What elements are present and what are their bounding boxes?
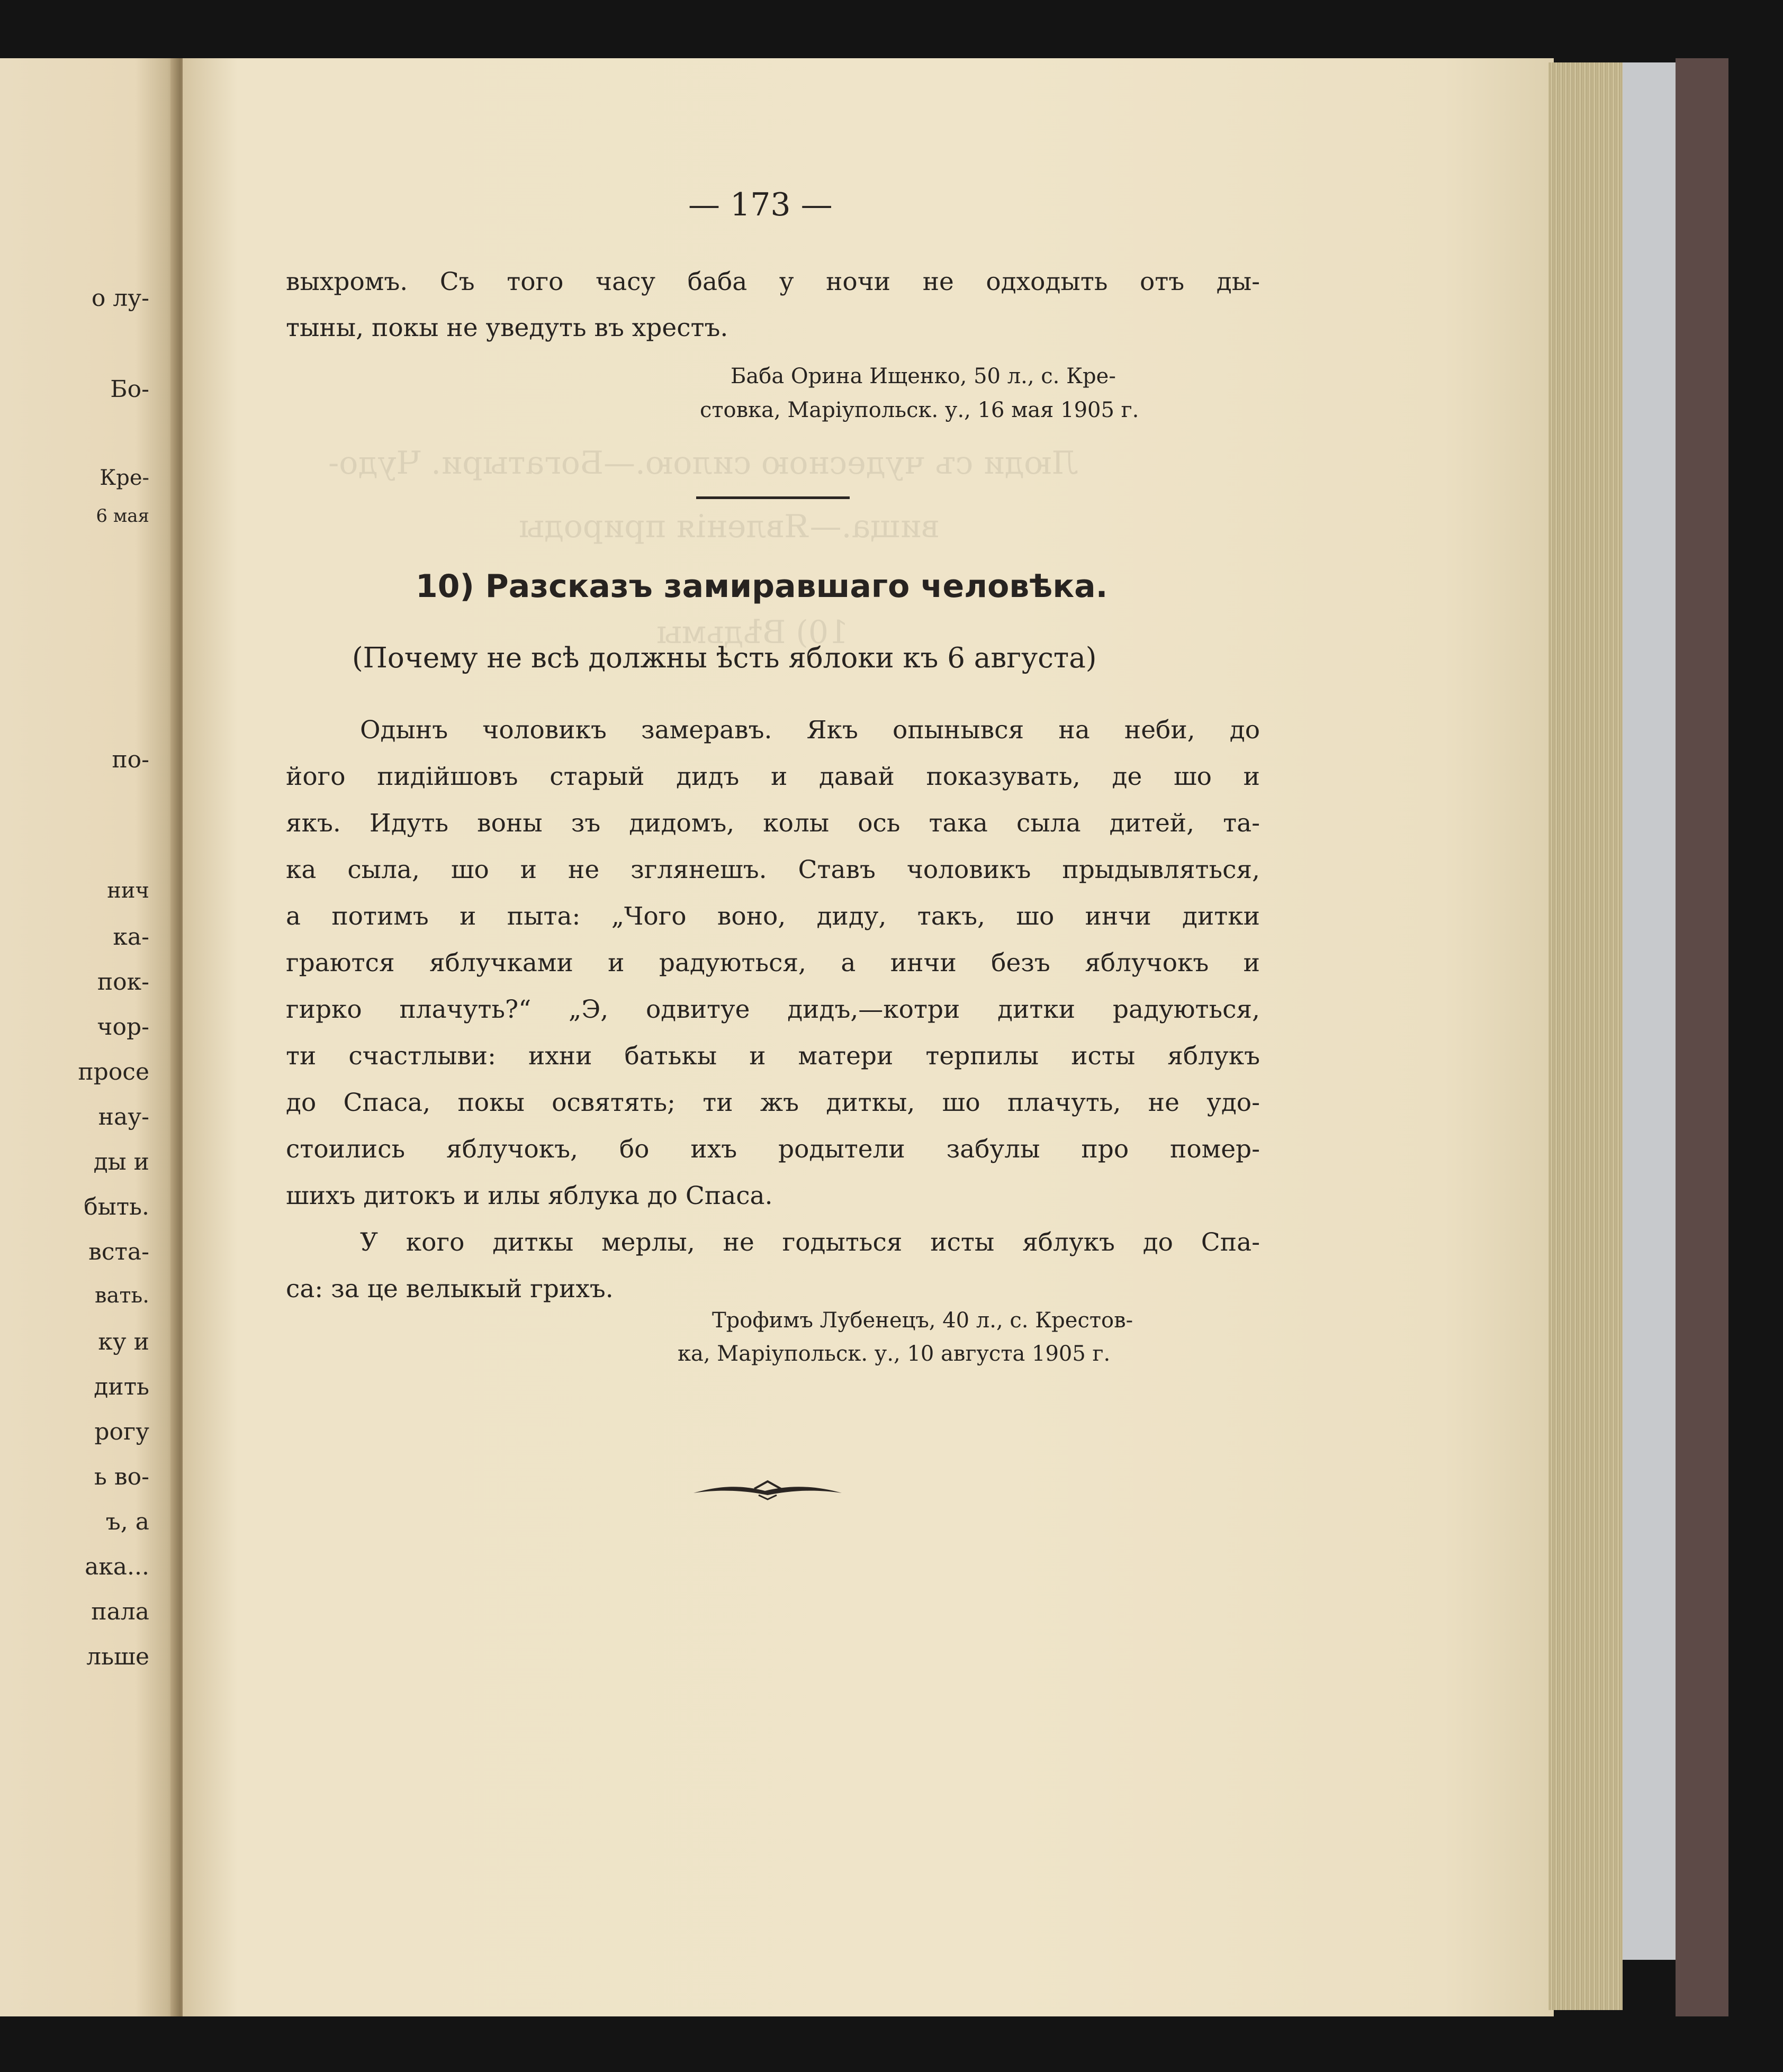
text-line: У кого диткы мерлы, не годыться исты яблукъ до Спа- — [360, 1228, 1260, 1257]
left-page — [0, 58, 180, 2016]
left-page-line: ъ, а — [105, 1508, 149, 1535]
left-page-line: ь во- — [94, 1463, 149, 1490]
text-line: выхромъ. Съ того часу баба у ночи не одходыть отъ ды- — [286, 267, 1260, 296]
text-line: якъ. Идуть воны зъ дидомъ, колы ось така сыла дитей, та- — [286, 809, 1260, 838]
text-line: до Спаса, покы освятять; ти жъ диткы, шо плачуть, не удо- — [286, 1088, 1260, 1117]
left-page-line: ка- — [113, 924, 149, 951]
left-page-line: Кре- — [100, 466, 149, 490]
text-line: ти счастлыви: ихни батькы и матери терпилы исты яблукъ — [286, 1042, 1260, 1071]
right-page — [183, 58, 1554, 2016]
cover-liner — [1623, 62, 1676, 1960]
text-line: його пидійшовъ старый дидъ и давай показувать, де шо и — [286, 762, 1260, 791]
left-page-line: по- — [112, 746, 149, 773]
bleed-through-line: Люди съ чудесною силою.—Богатыри. Чудо- — [328, 445, 1078, 482]
page-edges — [1548, 62, 1623, 2010]
left-page-line: чор- — [97, 1014, 149, 1040]
text-line: са: за це велыкый грихъ. — [286, 1274, 614, 1304]
bleed-through-line: вища.—Явленія природы — [519, 508, 939, 545]
left-page-line: пала — [91, 1598, 149, 1625]
left-page-line: вста- — [88, 1238, 149, 1265]
attribution-line: ка, Маріупольск. у., 10 августа 1905 г. — [678, 1342, 1111, 1366]
left-page-line: пок- — [97, 969, 149, 996]
page-number: — 173 — — [688, 186, 833, 223]
text-line: Одынъ чоловикъ замеравъ. Якъ опынывся на неби, до — [360, 716, 1260, 745]
left-page-line: нау- — [98, 1103, 149, 1130]
ornament-divider — [691, 1479, 844, 1500]
text-line: граются яблучками и радуються, а инчи безъ яблучокъ и — [286, 948, 1260, 978]
left-page-line: ды и — [93, 1148, 149, 1175]
left-page-line: просе — [78, 1058, 149, 1085]
left-page-line: быть. — [84, 1193, 149, 1220]
left-page-line: 6 мая — [96, 505, 149, 527]
left-page-line: ака... — [85, 1553, 149, 1580]
left-page-line: вать. — [95, 1283, 149, 1308]
text-line: гирко плачуть?“ „Э, одвитуе дидъ,—котри дитки радуються, — [286, 995, 1260, 1024]
text-line: стоились яблучокъ, бо ихъ родытели забулы про помер- — [286, 1135, 1260, 1164]
left-page-line: о лу- — [91, 285, 149, 312]
left-page-line: льше — [86, 1643, 149, 1670]
attribution-line: стовка, Маріупольск. у., 16 мая 1905 г. — [700, 398, 1139, 422]
attribution-line: Баба Орина Ищенко, 50 л., с. Кре- — [731, 364, 1116, 388]
attribution-line: Трофимъ Лубенецъ, 40 л., с. Крестов- — [712, 1308, 1133, 1333]
left-page-line: нич — [107, 879, 149, 903]
left-page-line: дить — [94, 1373, 149, 1400]
text-line: тыны, покы не уведуть въ хрестъ. — [286, 313, 728, 342]
text-line: а потимъ и пыта: „Чого воно, диду, такъ, шо инчи дитки — [286, 902, 1260, 931]
text-line: ка сыла, шо и не зглянешъ. Ставъ чоловикъ прыдывлятьcя, — [286, 855, 1260, 884]
left-page-line: рогу — [94, 1418, 149, 1445]
bleed-through-line: 10) Вѣдьмы — [656, 614, 849, 651]
text-line: шихъ дитокъ и илы яблука до Спаса. — [286, 1181, 773, 1210]
section-divider — [696, 496, 850, 499]
section-heading: 10) Разсказъ замиравшаго человѣка. — [416, 568, 1108, 605]
book-cover — [1676, 58, 1728, 2016]
left-page-line: Бо- — [110, 376, 149, 403]
section-subheading: (Почему не всѣ должны ѣсть яблоки къ 6 августа) — [352, 642, 1097, 674]
left-page-line: ку и — [98, 1328, 149, 1355]
